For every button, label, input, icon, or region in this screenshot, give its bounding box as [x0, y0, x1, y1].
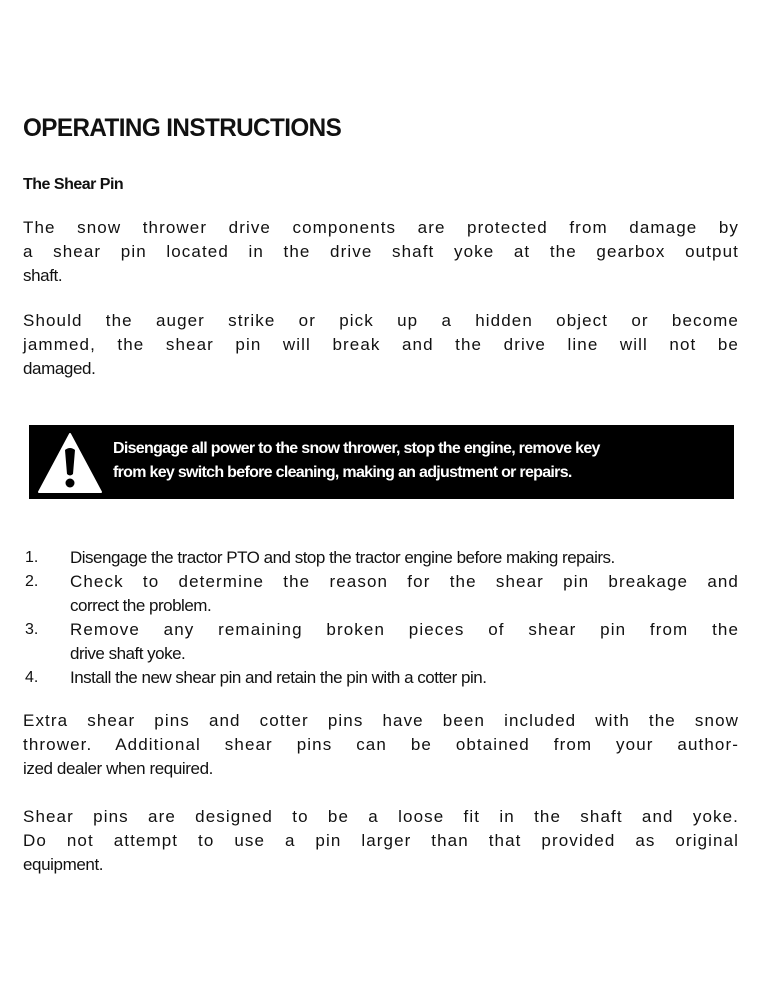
step-text-continued: drive shaft yoke.	[70, 644, 186, 663]
fit-line-3: equipment.	[23, 855, 104, 874]
fit-line-1: Shear pins are designed to be a loose fit in the shaft and yoke.	[23, 807, 739, 826]
extras-line-1: Extra shear pins and cotter pins have been included with the snow	[23, 711, 739, 730]
breakage-paragraph	[23, 309, 739, 381]
step-number: 1.	[25, 549, 39, 566]
step-number: 3.	[25, 621, 39, 638]
breakage-line-2: jammed, the shear pin will break and the drive line will not be	[23, 335, 739, 354]
fit-paragraph	[23, 805, 739, 877]
step-text: Check to determine the reason for the shear pin breakage and	[70, 572, 739, 591]
warning-box	[29, 425, 734, 499]
warning-line-1: Disengage all power to the snow thrower, stop the engine, remove key	[113, 440, 600, 457]
step-3	[23, 618, 745, 666]
extras-line-2: thrower. Additional shear pins can be obtained from your author-	[23, 735, 739, 754]
warning-text	[113, 437, 733, 485]
breakage-line-3: damaged.	[23, 359, 96, 378]
step-number: 4.	[25, 669, 39, 686]
step-text: Disengage the tractor PTO and stop the tractor engine before making repairs.	[70, 548, 615, 567]
intro-line-2: a shear pin located in the drive shaft yoke at the gearbox output	[23, 242, 739, 261]
breakage-line-1: Should the auger strike or pick up a hidden object or become	[23, 311, 739, 330]
step-4	[23, 666, 745, 690]
repair-steps-list	[23, 546, 745, 690]
step-1	[23, 546, 745, 570]
step-text-continued: correct the problem.	[70, 596, 212, 615]
warning-line-2: from key switch before cleaning, making an adjustment or repairs.	[113, 464, 572, 481]
intro-line-1: The snow thrower drive components are protected from damage by	[23, 218, 739, 237]
step-2	[23, 570, 745, 618]
page-title: OPERATING INSTRUCTIONS	[23, 114, 342, 142]
fit-line-2: Do not attempt to use a pin larger than that provided as original	[23, 831, 739, 850]
section-title: The Shear Pin	[23, 176, 124, 193]
intro-paragraph	[23, 216, 739, 288]
warning-triangle-icon	[37, 432, 103, 494]
step-number: 2.	[25, 573, 39, 590]
step-text: Install the new shear pin and retain the pin with a cotter pin.	[70, 668, 487, 687]
extras-line-3: ized dealer when required.	[23, 759, 213, 778]
step-text: Remove any remaining broken pieces of shear pin from the	[70, 620, 739, 639]
extras-paragraph	[23, 709, 739, 781]
intro-line-3: shaft.	[23, 266, 63, 285]
